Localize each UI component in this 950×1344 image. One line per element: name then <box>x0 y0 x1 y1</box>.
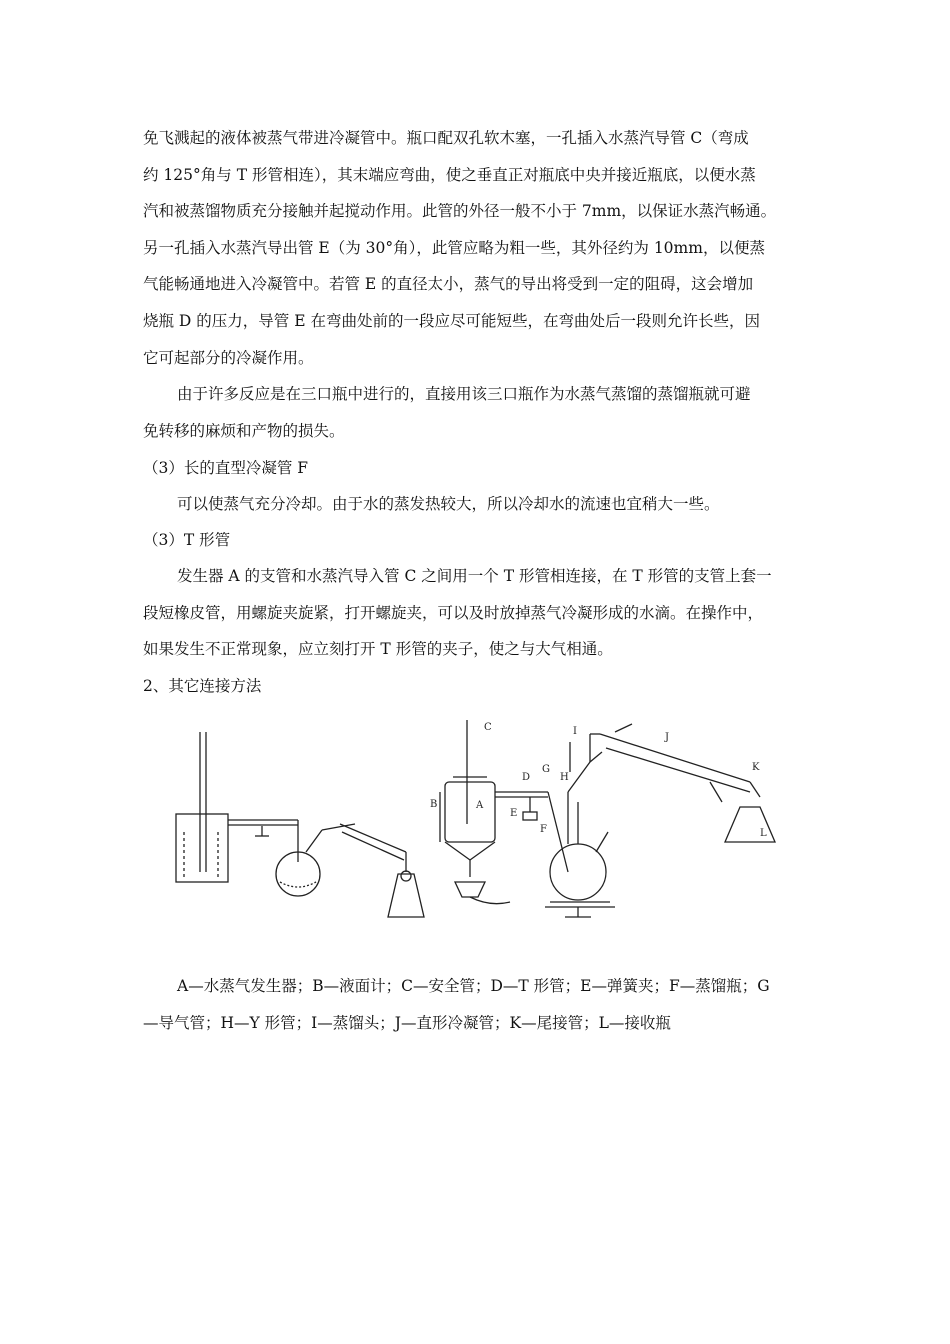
heading-other-text: 2、其它连接方法 <box>143 677 262 695</box>
label-F: F <box>540 824 547 835</box>
label-D: D <box>522 772 531 783</box>
left-apparatus <box>176 732 424 917</box>
label-G: G <box>542 764 550 775</box>
paragraph-2-line-2: 免转移的麻烦和产物的损失。 <box>143 421 345 440</box>
paragraph-4-line-1: 发生器 A 的支管和水蒸汽导入管 C 之间用一个 T 形管相连接，在 T 形管的支管上套一 <box>177 567 772 585</box>
paragraph-1-line-5: 气能畅通地进入冷凝管中。若管 E 的直径太小，蒸气的导出将受到一定的阻碍，这会增加 <box>143 275 754 294</box>
paragraph-1-line-7: 它可起部分的冷凝作用。 <box>143 348 314 367</box>
label-I: I <box>573 726 577 737</box>
paragraph-4-line-3: 如果发生不正常现象，应立刻打开 T 形管的夹子，使之与大气相通。 <box>143 640 613 659</box>
paragraph-1-line-4: 另一孔插入水蒸汽导出管 E（为 30°角），此管应略为粗一些，其外径约为 10mm，以便蒸 <box>143 238 765 257</box>
heading-other <box>143 668 823 705</box>
paragraph-1-line-6: 烧瓶 D 的压力，导管 E 在弯曲处前的一段应尽可能短些，在弯曲处后一段则允许长些，因 <box>143 311 760 330</box>
heading-tube-text: （3）T 形管 <box>143 531 231 549</box>
label-B: B <box>430 799 438 810</box>
paragraph-4 <box>143 558 823 668</box>
figure-caption <box>143 968 823 1041</box>
label-E: E <box>510 808 518 819</box>
heading-tube <box>143 522 823 559</box>
label-J: J <box>665 732 670 743</box>
label-A: A <box>476 800 484 811</box>
paragraph-3-line-1: 可以使蒸气充分冷却。由于水的蒸发热较大，所以冷却水的流速也宜稍大一些。 <box>177 495 720 513</box>
caption-line-2: —导气管；H—Y 形管；I—蒸馏头；J—直形冷凝管；K—尾接管；L—接收瓶 <box>143 1013 671 1032</box>
label-H: H <box>560 772 569 783</box>
heading-condenser-text: （3）长的直型冷凝管 F <box>143 459 309 477</box>
paragraph-1-line-3: 汽和被蒸馏物质充分接触并起搅动作用。此管的外径一般不小于 7mm，以保证水蒸汽畅通。 <box>143 202 777 221</box>
paragraph-2-line-1: 由于许多反应是在三口瓶中进行的，直接用该三口瓶作为水蒸气蒸馏的蒸馏瓶就可避 <box>177 385 751 403</box>
label-K: K <box>752 762 760 773</box>
heading-condenser <box>143 450 823 487</box>
apparatus-drawing <box>170 712 790 922</box>
paragraph-1-line-1: 免飞溅起的液体被蒸气带进冷凝管中。瓶口配双孔软木塞，一孔插入水蒸汽导管 C（弯成 <box>143 129 749 147</box>
right-apparatus <box>440 720 775 917</box>
apparatus-figure <box>170 712 790 922</box>
paragraph-1 <box>143 120 823 376</box>
paragraph-3 <box>143 486 823 523</box>
paragraph-1-line-2: 约 125°角与 T 形管相连），其末端应弯曲，使之垂直正对瓶底中央并接近瓶底，以便水蒸 <box>143 165 756 184</box>
paragraph-2 <box>143 376 823 449</box>
label-C: C <box>484 722 492 733</box>
paragraph-4-line-2: 段短橡皮管，用螺旋夹旋紧，打开螺旋夹，可以及时放掉蒸气冷凝形成的水滴。在操作中， <box>143 603 764 622</box>
caption-line-1: A—水蒸气发生器；B—液面计；C—安全管；D—T 形管；E—弹簧夹；F—蒸馏瓶；G <box>177 977 770 995</box>
label-L: L <box>760 828 767 839</box>
